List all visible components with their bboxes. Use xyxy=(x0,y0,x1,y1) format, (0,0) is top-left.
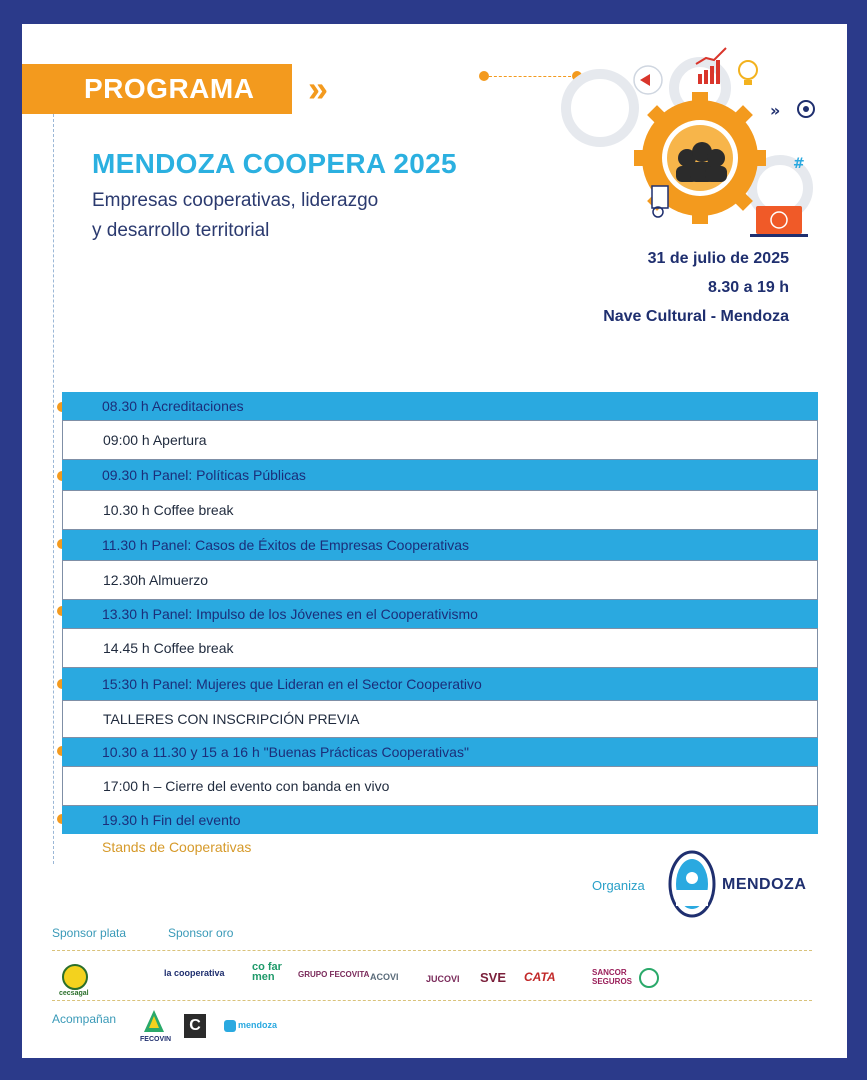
hash-icon: # xyxy=(793,156,805,172)
lightbulb-icon xyxy=(739,61,757,85)
event-subtitle xyxy=(92,186,378,246)
sponsor-logo: ACOVI xyxy=(370,972,399,982)
workshops-heading: TALLERES CON INSCRIPCIÓN PREVIA xyxy=(62,700,818,738)
sponsor-gold-label: Sponsor oro xyxy=(168,926,234,940)
subtitle-line: y desarrollo territorial xyxy=(92,220,270,241)
cecsagal-logo-icon xyxy=(62,964,88,990)
sponsor-logo: co far men xyxy=(252,961,282,983)
cooperative-gear-illustration xyxy=(550,38,820,238)
sponsor-logo: CATA xyxy=(524,970,556,984)
sponsor-logo: cecsagal xyxy=(59,990,89,997)
separator xyxy=(52,950,812,951)
sponsor-logo: mendoza xyxy=(238,1020,278,1030)
schedule-item: 14.45 h Coffee break xyxy=(62,628,818,668)
separator xyxy=(52,1000,812,1001)
schedule-item: 08.30 h Acreditaciones xyxy=(62,392,818,420)
schedule-item: 10.30 a 11.30 y 15 a 16 h "Buenas Prácticas Cooperativas" xyxy=(62,738,818,766)
schedule-item: 19.30 h Fin del evento xyxy=(62,806,818,834)
connector-dot xyxy=(479,71,489,81)
support-label: Acompañan xyxy=(52,1012,117,1026)
program-card xyxy=(22,24,847,1058)
event-date: 31 de julio de 2025 xyxy=(647,250,789,267)
schedule-item: 12.30h Almuerzo xyxy=(62,560,818,600)
mendoza-shield-icon xyxy=(668,850,716,918)
sponsor-logo: SVE xyxy=(480,970,507,985)
sponsor-logo: SANCOR SEGUROS xyxy=(592,968,633,986)
event-title: MENDOZA COOPERA 2025 xyxy=(92,148,457,179)
schedule-item: 09.30 h Panel: Políticas Públicas xyxy=(62,460,818,490)
cooperative-emblem-icon xyxy=(639,968,659,988)
fast-forward-icon: » xyxy=(770,101,781,120)
sponsor-logo: C xyxy=(184,1014,206,1038)
event-time: 8.30 a 19 h xyxy=(708,279,789,296)
event-info xyxy=(603,244,789,331)
timeline-line xyxy=(53,114,54,864)
subtitle-line: Empresas cooperativas, liderazgo xyxy=(92,190,379,211)
organizer-label: Organiza xyxy=(592,878,645,893)
double-chevron-icon: » xyxy=(308,68,329,109)
schedule-item: 13.30 h Panel: Impulso de los Jóvenes en el Cooperativismo xyxy=(62,600,818,628)
sponsor-logo: la cooperativa xyxy=(164,968,225,978)
fecovin-mountain-icon xyxy=(142,1008,166,1034)
schedule-item: 10.30 h Coffee break xyxy=(62,490,818,530)
schedule-item: 09:00 h Apertura xyxy=(62,420,818,460)
sponsor-logo: GRUPO FECOVITA xyxy=(298,970,370,979)
schedule-item: 15:30 h Panel: Mujeres que Lideran en el Sector Cooperativo xyxy=(62,668,818,700)
event-place: Nave Cultural - Mendoza xyxy=(603,308,789,325)
sponsor-logo: FECOVIN xyxy=(140,1036,172,1043)
magnifier-document-icon xyxy=(652,186,668,217)
megaphone-icon xyxy=(634,66,662,94)
schedule-item: 17:00 h – Cierre del evento con banda en vivo xyxy=(62,766,818,806)
sponsor-logo: JUCOVI xyxy=(426,974,460,984)
target-icon xyxy=(798,101,814,117)
stands-note: Stands de Cooperativas xyxy=(102,839,252,855)
sponsor-silver-label: Sponsor plata xyxy=(52,926,127,940)
mendoza-tourism-icon xyxy=(224,1020,236,1032)
schedule-item: 11.30 h Panel: Casos de Éxitos de Empresas Cooperativas xyxy=(62,530,818,560)
program-tag: PROGRAMA xyxy=(22,64,292,114)
organizer-name: MENDOZA xyxy=(722,876,807,893)
laptop-globe-icon xyxy=(750,206,808,237)
